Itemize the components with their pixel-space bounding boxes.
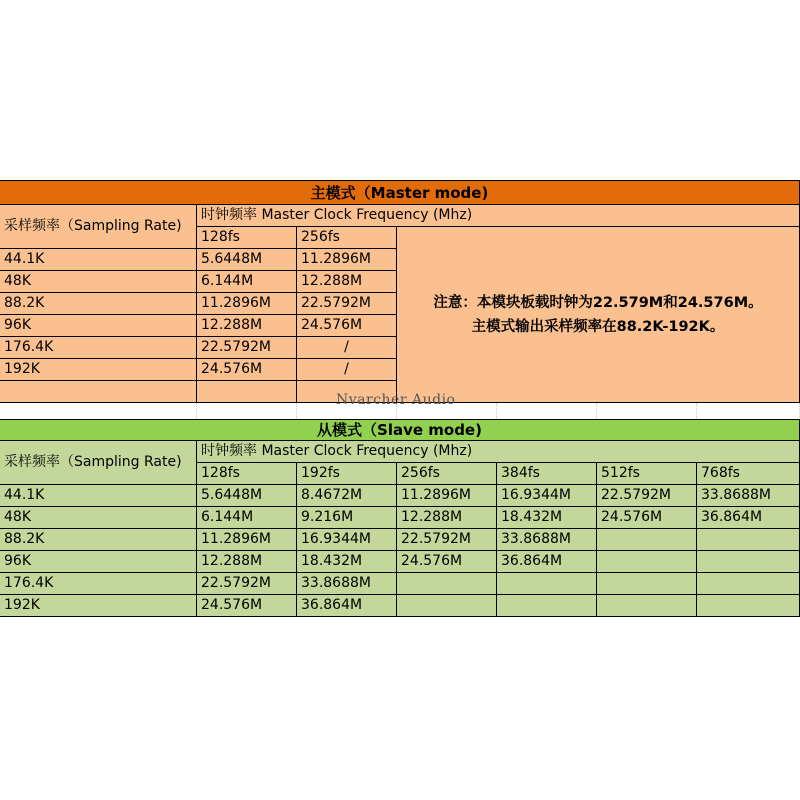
table-cell [597, 573, 697, 595]
table-cell: 12.288M [297, 271, 397, 293]
master-col-header: 256fs [297, 227, 397, 249]
slave-col-header: 192fs [297, 463, 397, 485]
table-cell [697, 551, 800, 573]
slave-rate-header: 采样频率（Sampling Rate) [0, 441, 197, 485]
table-cell: 8.4672M [297, 485, 397, 507]
table-cell-empty [0, 381, 197, 403]
table-cell: 24.576M [297, 315, 397, 337]
table-cell: 22.5792M [297, 293, 397, 315]
master-note [397, 227, 800, 403]
table-cell: 33.8688M [297, 573, 397, 595]
table-cell: / [297, 337, 397, 359]
table-cell: 24.576M [397, 551, 497, 573]
master-mode-title: 主模式（Master mode) [0, 180, 800, 205]
table-cell [597, 529, 697, 551]
slave-col-header: 512fs [597, 463, 697, 485]
spacer-cell [0, 403, 197, 419]
table-cell: 36.864M [497, 551, 597, 573]
table-cell: 6.144M [197, 271, 297, 293]
table-cell: 24.576M [197, 359, 297, 381]
table-row-label: 48K [0, 271, 197, 293]
table-cell: 22.5792M [597, 485, 697, 507]
master-mode-table [0, 180, 800, 419]
master-note-line: 主模式输出采样频率在88.2K-192K。 [471, 318, 725, 335]
spacer-cell [197, 403, 297, 419]
slave-col-header: 256fs [397, 463, 497, 485]
table-cell: 22.5792M [397, 529, 497, 551]
table-cell: 11.2896M [297, 249, 397, 271]
table-cell: 12.288M [197, 551, 297, 573]
table-cell [597, 595, 697, 617]
table-row-label: 176.4K [0, 337, 197, 359]
slave-mode-table [0, 419, 800, 617]
table-cell: 18.432M [497, 507, 597, 529]
master-rate-header: 采样频率（Sampling Rate) [0, 205, 197, 249]
table-cell [397, 573, 497, 595]
table-cell: 12.288M [197, 315, 297, 337]
slave-mode-title: 从模式（Slave mode) [0, 419, 800, 441]
slave-clock-header: 时钟频率 Master Clock Frequency (Mhz) [197, 441, 800, 463]
master-col-header: 128fs [197, 227, 297, 249]
table-cell [697, 595, 800, 617]
table-row-label: 44.1K [0, 249, 197, 271]
master-clock-header: 时钟频率 Master Clock Frequency (Mhz) [197, 205, 800, 227]
table-cell-empty [197, 381, 297, 403]
table-row-label: 44.1K [0, 485, 197, 507]
slave-col-header: 128fs [197, 463, 297, 485]
slave-col-header: 384fs [497, 463, 597, 485]
table-cell: 5.6448M [197, 485, 297, 507]
table-cell: 22.5792M [197, 337, 297, 359]
table-cell: 9.216M [297, 507, 397, 529]
table-cell [497, 573, 597, 595]
table-cell: 36.864M [297, 595, 397, 617]
table-row-label: 192K [0, 359, 197, 381]
table-cell: 12.288M [397, 507, 497, 529]
table-cell: 16.9344M [497, 485, 597, 507]
table-cell [497, 595, 597, 617]
table-row-label: 48K [0, 507, 197, 529]
table-cell: 5.6448M [197, 249, 297, 271]
spacer-cell [497, 403, 597, 419]
slave-col-header: 768fs [697, 463, 800, 485]
table-cell: 11.2896M [197, 529, 297, 551]
table-cell: 18.432M [297, 551, 397, 573]
master-note-line: 注意：本模块板载时钟为22.579M和24.576M。 [433, 294, 763, 311]
table-cell: 33.8688M [697, 485, 800, 507]
table-cell [597, 551, 697, 573]
table-row-label: 192K [0, 595, 197, 617]
table-cell: 33.8688M [497, 529, 597, 551]
table-cell: 6.144M [197, 507, 297, 529]
spacer-cell [597, 403, 697, 419]
table-row-label: 88.2K [0, 293, 197, 315]
table-cell [697, 529, 800, 551]
table-cell: 24.576M [597, 507, 697, 529]
table-row-label: 176.4K [0, 573, 197, 595]
table-cell [697, 573, 800, 595]
table-cell: 22.5792M [197, 573, 297, 595]
table-cell: / [297, 359, 397, 381]
table-cell: 11.2896M [197, 293, 297, 315]
watermark: Nvarcher Audio [336, 392, 456, 408]
table-cell: 36.864M [697, 507, 800, 529]
spacer-cell [697, 403, 800, 419]
table-cell [397, 595, 497, 617]
table-row-label: 96K [0, 315, 197, 337]
table-row-label: 88.2K [0, 529, 197, 551]
table-cell: 24.576M [197, 595, 297, 617]
table-row-label: 96K [0, 551, 197, 573]
table-cell: 11.2896M [397, 485, 497, 507]
table-cell: 16.9344M [297, 529, 397, 551]
